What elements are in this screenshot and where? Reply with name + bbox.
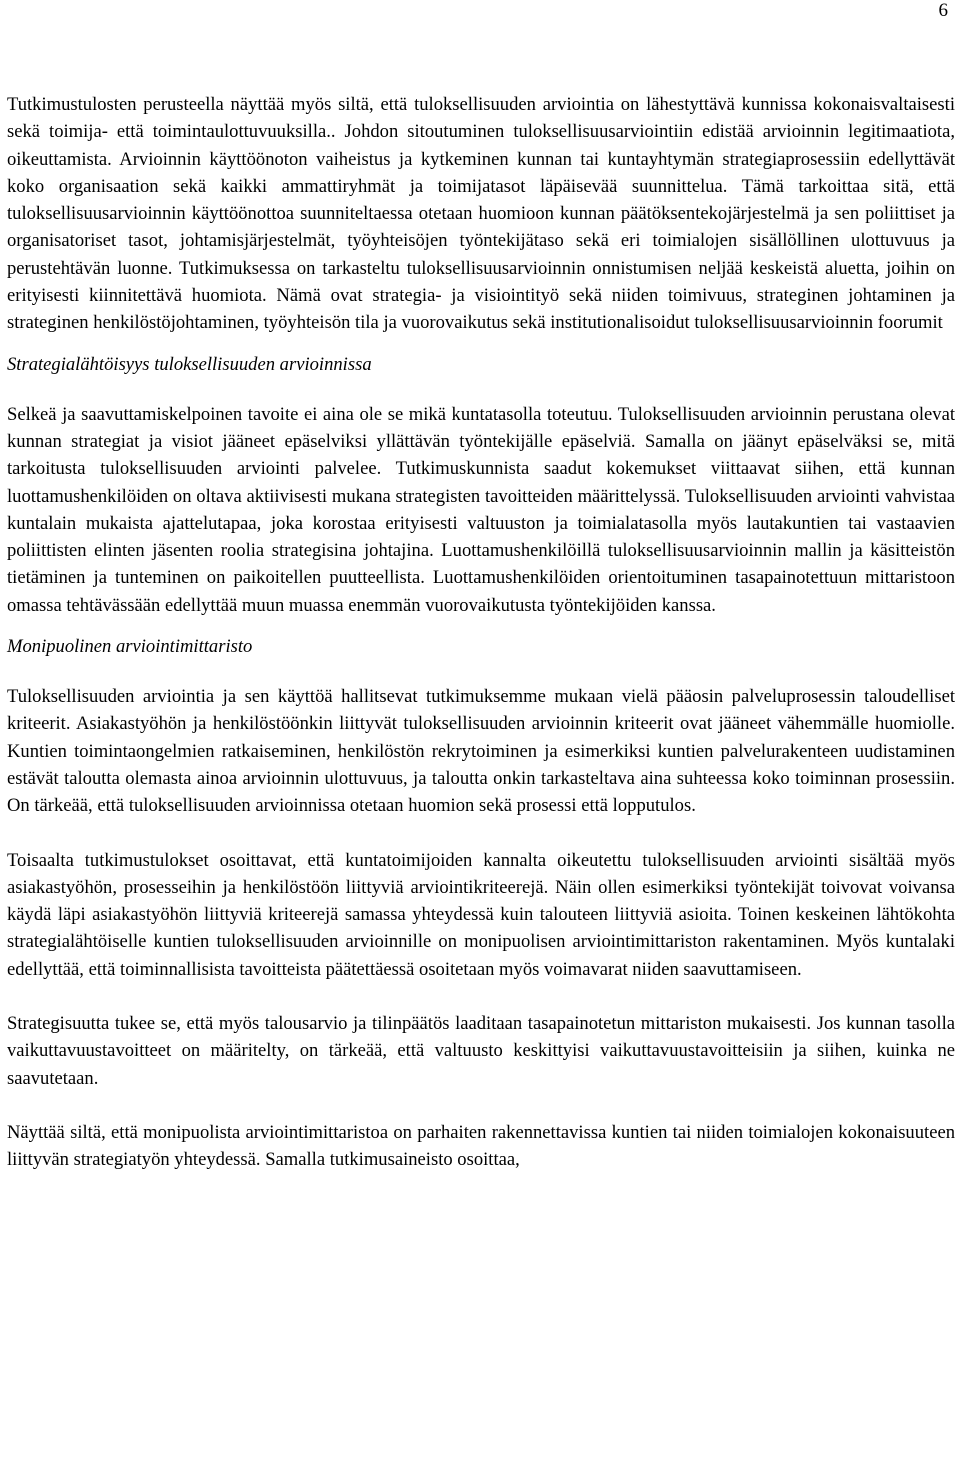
paragraph-1: Tutkimustulosten perusteella näyttää myös siltä, että tuloksellisuuden arviointia on lähestyttävä kunnissa kokonaisvaltaisesti sekä toimija- että toimintaulottuvuuksilla.. Johdon sitoutuminen tuloksellisuusarviointiin edistää arvioinnin legitimaatiota, oikeuttamista. Arvioinnin käyttöönoton vaiheistus ja kytkeminen kunnan tai kuntayhtymän strategiaprosessiin edellyttävät koko organisaation sekä kaikki ammattiryhmät ja toimijatasot läpäisevää suunnittelua. Tämä tarkoittaa sitä, että tuloksellisuusarvioinnin käyttöönottoa suunniteltaessa otetaan huomioon kunnan päätöksentekojärjestelmä ja sen poliittiset ja organisatoriset tasot, johtamisjärjestelmät, työyhteisöjen työntekijätaso sekä eri toimialojen sisällöllinen ulottuvuus ja perustehtävän luonne. Tutkimuksessa on tarkasteltu tuloksellisuusarvioinnin onnistumisen neljää keskeistä aluetta, joihin on erityisesti kiinnitettävä huomiota. Nämä ovat strategia- ja visiointityö sekä niiden toimivuus, strateginen johtaminen ja strateginen henkilöstöjohtaminen, työyhteisön tila ja vuorovaikutus sekä institutionalisoidut tuloksellisuusarvioinnin foorumit	[7, 94, 955, 334]
paragraph-6: Näyttää siltä, että monipuolista arviointimittaristoa on parhaiten rakennettavissa kuntien tai niiden toimialojen kokonaisuuteen liittyvän strategiatyön yhteydessä. Samalla tutkimusaineisto osoittaa,	[7, 1121, 955, 1171]
page-number: 6	[938, 0, 948, 21]
paragraph-2: Selkeä ja saavuttamiskelpoinen tavoite ei aina ole se mikä kuntatasolla toteutuu. Tuloksellisuuden arvioinnin perustana olevat kunnan strategiat ja visiot jääneet epäselviksi yllättävän työntekijälle epäselviä. Samalla on jäänyt epäselväksi se, mitä tarkoitusta tuloksellisuuden arviointi palvelee. Tutkimuskunnista saadut kokemukset viittaavat siihen, että kunnan luottamushenkilöiden on oltava aktiivisesti mukana strategisten tavoitteiden määrittelyssä. Tuloksellisuuden arviointi vahvistaa kuntalain mukaista ajattelutapaa, joka korostaa erityisesti valtuuston ja toimialatasolla myös lautakuntien tai vastaavien poliittisten elinten jäsenten roolia strategisina johtajina. Luottamushenkilöillä tuloksellisuusarvioinnin mallin ja käsitteistön tietäminen ja tunteminen on paikoitellen puutteellista. Luottamushenkilöiden orientoituminen tasapainotettuun mittaristoon omassa tehtävässään edellyttää muun muassa enemmän vuorovaikutusta työntekijöiden kanssa.	[7, 403, 955, 616]
paragraph-3: Tuloksellisuuden arviointia ja sen käyttöä hallitsevat tutkimuksemme mukaan vielä pääosin palveluprosessin taloudelliset kriteerit. Asiakastyöhön ja henkilöstöönkin liittyvät tuloksellisuuden arvioinnin kriteerit ovat jääneet vähemmälle huomiolle. Kuntien toimintaongelmien ratkaiseminen, henkilöstön rekrytoiminen ja esimerkiksi kuntien palvelurakenteen uudistaminen estävät taloutta olemasta ainoa arvioinnin ulottuvuus, ja taloutta onkin tarkasteltava aina suhteessa koko toiminnan prosessiin. On tärkeää, että tuloksellisuuden arvioinnissa otetaan huomion sekä prosessi että lopputulos.	[7, 686, 955, 817]
section-heading-metrics: Monipuolinen arviointimittaristo	[7, 636, 253, 658]
document-body	[7, 91, 955, 1174]
section-heading-strategy: Strategialähtöisyys tuloksellisuuden arvioinnissa	[7, 353, 372, 375]
paragraph-4: Toisaalta tutkimustulokset osoittavat, että kuntatoimijoiden kannalta oikeutettu tuloksellisuuden arviointi sisältää myös asiakastyöhön, prosesseihin ja henkilöstöön liittyviä arviointikriteerejä. Näin ollen esimerkiksi työntekijät toivovat voivansa käydä läpi asiakastyöhön liittyviä kriteerejä samassa yhteydessä kuin talouteen liittyviä asioita. Toinen keskeinen lähtökohta strategialähtöiselle kuntien tuloksellisuuden arvioinnille on monipuolisen arviointimittariston rakentaminen. Myös kuntalaki edellyttää, että toiminnallisista tavoitteista päätettäessä osoitetaan myös voimavarat niiden saavuttamiseen.	[7, 849, 955, 980]
paragraph-5: Strategisuutta tukee se, että myös talousarvio ja tilinpäätös laaditaan tasapainotetun mittariston mukaisesti. Jos kunnan tasolla vaikuttavuustavoitteet on määritelty, on tärkeää, että valtuusto keskittyisi vaikuttavuustavoitteisiin ja siihen, kuinka ne saavutetaan.	[7, 1013, 955, 1089]
